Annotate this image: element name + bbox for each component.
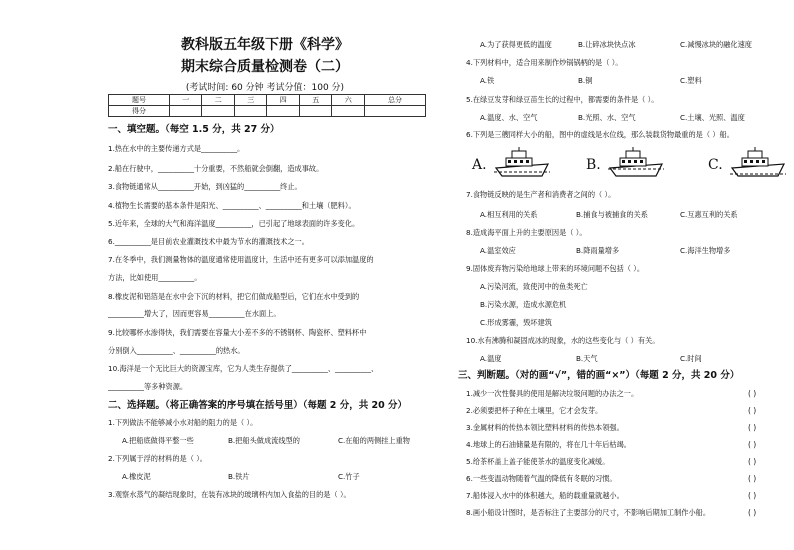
score-cell[interactable] bbox=[267, 106, 300, 117]
option[interactable]: B.光照、水、空气 bbox=[578, 113, 636, 122]
score-value-row bbox=[109, 106, 426, 117]
score-cell[interactable] bbox=[202, 106, 235, 117]
question-line: __________增大了，因而更容易__________在水面上。 bbox=[108, 309, 281, 318]
question-line: 2.下列属于浮的材料的是（ ）。 bbox=[108, 454, 207, 463]
question-line: 6.__________是目前农业灌溉技术中最为节水的灌溉技术之一。 bbox=[108, 237, 309, 246]
section2-heading: 二、选择题。（将正确答案的序号填在括号里）（每题 2 分，共 20 分） bbox=[108, 400, 408, 411]
boat-c-icon[interactable] bbox=[730, 146, 786, 180]
tf-item: 4.地球上的石油储量是有限的，将在几十年后枯竭。 bbox=[466, 440, 631, 449]
score-cell[interactable] bbox=[332, 106, 365, 117]
option[interactable]: B.天气 bbox=[576, 354, 598, 363]
question-line: 方法，比如使用__________。 bbox=[108, 273, 202, 282]
option[interactable]: C.塑料 bbox=[680, 76, 702, 85]
option[interactable]: B.捕食与被捕食的关系 bbox=[576, 210, 648, 219]
score-header-cell: 三 bbox=[234, 95, 267, 106]
tf-item: 3.金属材料的传热本领比塑料材料的传热本领强。 bbox=[466, 423, 624, 432]
question-line: 3.食物链通常从__________开始，到凶猛的__________终止。 bbox=[108, 182, 302, 191]
option[interactable]: C.时间 bbox=[680, 354, 702, 363]
option[interactable]: A.相互利用的关系 bbox=[480, 210, 538, 219]
option[interactable]: A.铁 bbox=[480, 76, 495, 85]
question-line: 8.橡皮泥和铝箔是在水中会下沉的材料，把它们做成船型后，它们在水中受到的 bbox=[108, 292, 360, 301]
score-table bbox=[108, 94, 426, 117]
tf-item: 6.一些变温动物随着气温的降低有冬眠的习惯。 bbox=[466, 474, 617, 483]
option[interactable]: C.互惠互利的关系 bbox=[680, 210, 738, 219]
answer-paren[interactable]: ( ) bbox=[748, 491, 757, 500]
score-header-cell: 一 bbox=[169, 95, 202, 106]
option[interactable]: A.温度、水、空气 bbox=[480, 113, 538, 122]
score-header-cell: 总分 bbox=[364, 95, 425, 106]
score-header-cell: 二 bbox=[202, 95, 235, 106]
option[interactable]: B.污染水源，造成水源危机 bbox=[480, 300, 567, 309]
score-cell[interactable] bbox=[364, 106, 425, 117]
answer-paren[interactable]: ( ) bbox=[748, 457, 757, 466]
score-cell[interactable] bbox=[169, 106, 202, 117]
score-header-cell: 五 bbox=[299, 95, 332, 106]
question-line: 5.近年来，全球的大气和海洋温度__________，已引起了地球表面的许多变化。 bbox=[108, 219, 360, 228]
score-row-label: 得分 bbox=[109, 106, 170, 117]
option[interactable]: B.铜 bbox=[578, 76, 593, 85]
option[interactable]: C.土壤、光照、温度 bbox=[680, 113, 745, 122]
answer-paren[interactable]: ( ) bbox=[748, 389, 757, 398]
option[interactable]: B.把船头做成流线型的 bbox=[228, 436, 300, 445]
question-line: 6.下列是三艘同样大小的船，图中的虚线是水位线，那么装载货物最重的是（ ）船。 bbox=[466, 130, 734, 139]
question-line: 3.观察水蒸气的凝结现象时，在装有冰块的玻璃杯内加入食盐的目的是（ ）。 bbox=[108, 490, 351, 499]
paper-subtitle: 期末综合质量检测卷（二） bbox=[181, 59, 349, 75]
option[interactable]: A.把船底做得平整一些 bbox=[122, 436, 194, 445]
option[interactable]: B.铁片 bbox=[228, 472, 250, 481]
score-cell[interactable] bbox=[299, 106, 332, 117]
answer-paren[interactable]: ( ) bbox=[748, 508, 757, 517]
tf-item: 2.必须要把杯子种在土壤里，它才会发芽。 bbox=[466, 406, 603, 415]
option[interactable]: A.橡皮泥 bbox=[122, 472, 151, 481]
tf-item: 8.画小船设计图时，是否标注了主要部分的尺寸，不影响后期加工制作小船。 bbox=[466, 508, 711, 517]
boat-label-c: C. bbox=[708, 157, 723, 173]
question-line: 分别倒入__________、__________的热水。 bbox=[108, 346, 245, 355]
question-line: 4.植物生长需要的基本条件是阳光、__________、__________和土壤（肥料）。 bbox=[108, 201, 356, 210]
exam-info: (考试时间: 60 分钟 考试分值：100 分) bbox=[185, 83, 345, 93]
score-cell[interactable] bbox=[234, 106, 267, 117]
score-header-cell: 四 bbox=[267, 95, 300, 106]
answer-paren[interactable]: ( ) bbox=[748, 406, 757, 415]
question-line: 1.下列做法不能够减小水对船的阻力的是（ ）。 bbox=[108, 418, 258, 427]
score-header-row bbox=[109, 95, 426, 106]
option[interactable]: C.减慢冰块的融化速度 bbox=[680, 40, 752, 49]
question-line: 9.比较哪杯水渗得快，我们需要在容量大小差不多的不锈钢杯、陶瓷杯、塑料杯中 bbox=[108, 328, 367, 337]
boat-b-icon[interactable] bbox=[608, 146, 664, 180]
option[interactable]: C.海洋生物增多 bbox=[680, 246, 731, 255]
section3-heading: 三、判断题。（对的画“√”，错的画“×”）（每题 2 分，共 20 分） bbox=[458, 370, 740, 381]
question-line: 10.海洋是一个无比巨大的资源宝库，它为人类生存提供了__________、__________、 bbox=[108, 364, 379, 373]
question-line: __________等多种资源。 bbox=[108, 382, 188, 391]
score-header-cell: 题号 bbox=[109, 95, 170, 106]
question-line: 5.在绿豆发芽和绿豆苗生长的过程中，都需要的条件是（ ）。 bbox=[466, 95, 659, 104]
tf-item: 1.减少一次性餐具的使用是解决垃圾问题的办法之一。 bbox=[466, 389, 639, 398]
option[interactable]: A.为了获得更低的温度 bbox=[480, 40, 552, 49]
score-header-cell: 六 bbox=[332, 95, 365, 106]
paper-title: 教科版五年级下册《科学》 bbox=[181, 37, 349, 53]
option[interactable]: C.在船的两侧挂上重物 bbox=[338, 436, 410, 445]
boat-a-icon[interactable] bbox=[494, 146, 550, 180]
question-line: 9.固体废弃物污染给地球上带来的环境问题不包括（ ）。 bbox=[466, 264, 645, 273]
option[interactable]: B.让碎冰块快点冰 bbox=[578, 40, 636, 49]
option[interactable]: A.污染河流，致使河中的鱼类死亡 bbox=[480, 282, 588, 291]
option[interactable]: C.形成雾霾，毁坏建筑 bbox=[480, 318, 552, 327]
question-line: 7.在冬季中，我们测量物体的温度通常使用温度计，生活中还有更多可以添加温度的 bbox=[108, 255, 374, 264]
section1-heading: 一、填空题。（每空 1.5 分，共 27 分） bbox=[108, 124, 280, 135]
question-line: 4.下列材料中，适合用来制作炒锅锅柄的是（ ）。 bbox=[466, 58, 623, 67]
answer-paren[interactable]: ( ) bbox=[748, 474, 757, 483]
option[interactable]: A.温度 bbox=[480, 354, 502, 363]
question-line: 10.水有沸腾和凝固成冰的现象，水的这些变化与（ ）有关。 bbox=[466, 336, 660, 345]
answer-paren[interactable]: ( ) bbox=[748, 440, 757, 449]
question-line: 8.造成海平面上升的主要原因是（ ）。 bbox=[466, 228, 587, 237]
tf-item: 5.给茶杯盖上盖子能使茶水的温度变化减缓。 bbox=[466, 457, 610, 466]
option[interactable]: A.温室效应 bbox=[480, 246, 516, 255]
question-line: 7.食物链反映的是生产者和消费者之间的（ ）。 bbox=[466, 190, 616, 199]
question-line: 2.船在行驶中，__________十分重要，不然船就会倒翻，造成事故。 bbox=[108, 164, 324, 173]
answer-paren[interactable]: ( ) bbox=[748, 423, 757, 432]
option[interactable]: C.竹子 bbox=[338, 472, 360, 481]
tf-item: 7.船体浸入水中的体积越大，船的载重量就越小。 bbox=[466, 491, 624, 500]
option[interactable]: B.降雨量增多 bbox=[576, 246, 620, 255]
question-line: 1.热在水中的主要传递方式是__________。 bbox=[108, 144, 245, 153]
boat-label-b: B. bbox=[586, 157, 601, 173]
boat-label-a: A. bbox=[472, 157, 487, 173]
